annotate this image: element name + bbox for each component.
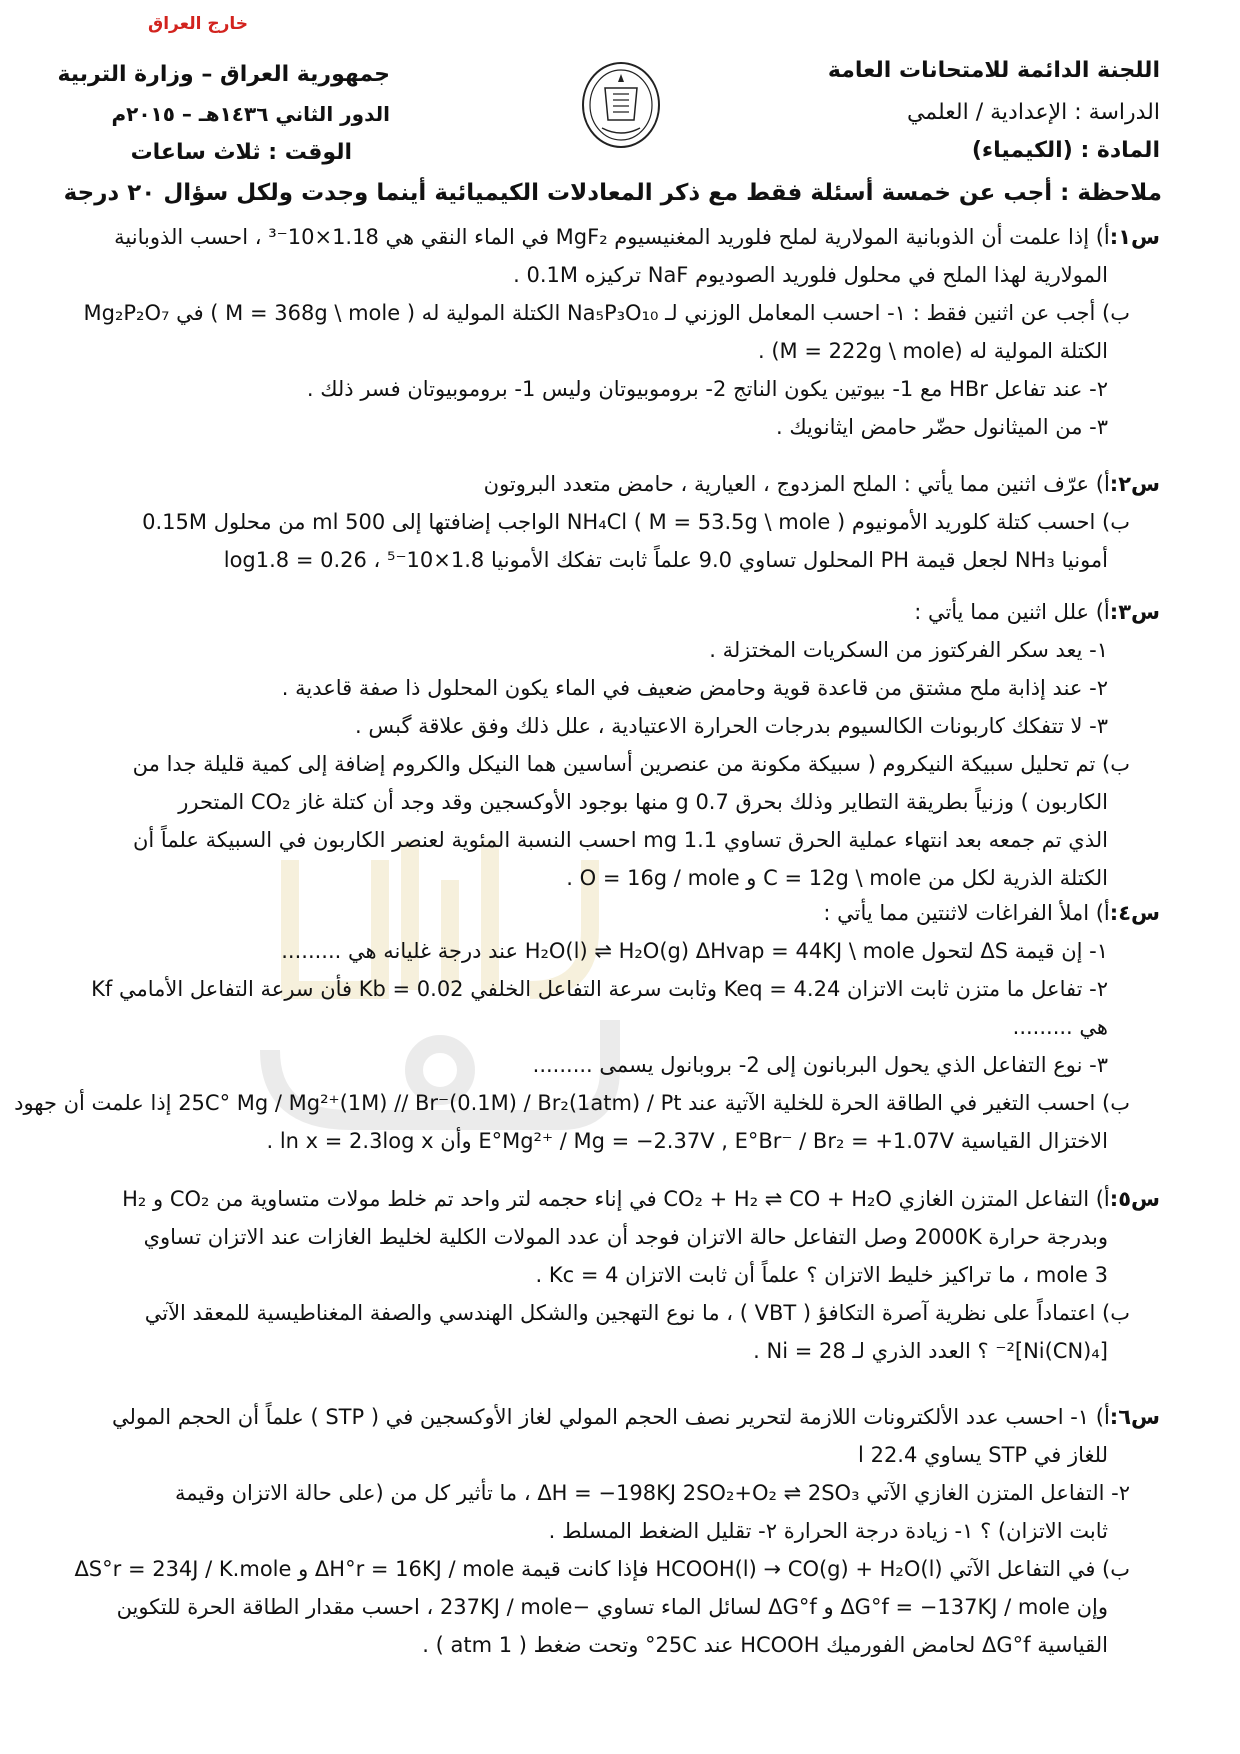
question-5 [60,1180,1160,1370]
q3-a-line-4: ٣- لا تتفكك كاربونات الكالسيوم بدرجات الحرارة الاعتيادية ، علل ذلك وفق علاقة گبس . [354,714,1108,738]
q1-b-line-1: ب) أجب عن اثنين فقط : ١- احسب المعامل الوزني لـ Na₅P₃O₁₀ الكتلة المولية له ( M = 368g \ mole ) في Mg₂P₂O₇ [83,301,1130,325]
q1-b-line-3: ٢- عند تفاعل HBr مع 1- بيوتين يكون الناتج 2- بروموبيوتان وليس 1- بروموبيوتان فسر ذلك . [306,377,1108,401]
question-1 [60,218,1160,446]
committee-name: اللجنة الدائمة للامتحانات العامة [827,58,1160,83]
q1-a-line-2: المولارية لهذا الملح في محلول فلوريد الصوديوم NaF تركيزه 0.1M . [513,263,1108,287]
q6-a-line-4: ثابت الاتزان) ؟ ١- زيادة درجة الحرارة ٢- تقليل الضغط المسلط . [548,1519,1108,1543]
q4-a-line-4: هي ......... [1012,1015,1108,1039]
question-number: س٦: [1109,1405,1160,1429]
study-branch: الدراسة : الإعدادية / العلمي [906,100,1160,125]
q4-b-line-2: الاختزال القياسية E°Mg²⁺ / Mg = −2.37V , E°Br⁻ / Br₂ = +1.07V وأن ln x = 2.3log x . [266,1129,1108,1153]
q3-b-line-3: الذي تم جمعه بعد انتهاء عملية الحرق تساوي 1.1 mg احسب النسبة المئوية لعنصر الكاربون في السبيكة علماً أن [132,828,1108,852]
q6-a-line-1: أ) ١- احسب عدد الألكترونات اللازمة لتحرير نصف الحجم المولي لغاز الأوكسجين في ( STP ) علماً أن الحجم المولي [112,1405,1110,1429]
q2-b-line-1: ب) احسب كتلة كلوريد الأمونيوم NH₄Cl ( M = 53.5g \ mole ) الواجب إضافتها إلى 500 ml من محلول 0.15M [142,510,1130,534]
exam-round: الدور الثاني ١٤٣٦هـ – ٢٠١٥م [111,102,390,126]
q6-b-line-3: القياسية ΔG°f لحامض الفورميك HCOOH عند 25C° وتحت ضغط ( 1 atm ) . [422,1633,1108,1657]
q5-a-line-3: 3 mole ، ما تراكيز خليط الاتزان ؟ علماً أن ثابت الاتزان Kc = 4 . [535,1263,1108,1287]
exam-time: الوقت : ثلاث ساعات [130,140,352,165]
q3-a-line-2: ١- يعد سكر الفركتوز من السكريات المختزلة . [709,638,1108,662]
subject-name: المادة : (الكيمياء) [971,138,1160,163]
q5-b-line-2: [Ni(CN)₄]²⁻ ؟ العدد الذري لـ Ni = 28 . [753,1339,1108,1363]
q3-b-line-2: الكاربون ) وزنياً بطريقة التطاير وذلك بحرق 0.7 g منها بوجود الأوكسجين وقد وجد أن كتلة غاز CO₂ المتحرر [178,790,1108,814]
question-2 [60,465,1160,579]
q3-b-line-1: ب) تم تحليل سبيكة النيكروم ( سبيكة مكونة من عنصرين أساسين هما النيكل والكروم إضافة إلى كمية قليلة جدا من [132,752,1130,776]
q6-a-line-2: للغاز في STP يساوي 22.4 l [858,1443,1108,1467]
q1-b-line-4: ٣- من الميثانول حضّر حامض ايثانويك . [775,415,1108,439]
question-number: س٤: [1109,901,1160,925]
q1-b-line-2: الكتلة المولية له (M = 222g \ mole) . [758,339,1108,363]
q5-a-line-2: وبدرجة حرارة 2000K وصل التفاعل حالة الاتزان فوجد أن عدد المولات الكلية لخليط الغازات عند الاتزان تساوي [143,1225,1108,1249]
q4-a-line-1: أ) املأ الفراغات لاثنتين مما يأتي : [823,901,1110,925]
exam-note: ملاحظة : أجب عن خمسة أسئلة فقط مع ذكر المعادلات الكيميائية أينما وجدت ولكل سؤال ٢٠ درجة [63,180,1162,206]
question-4 [14,894,1160,1160]
q2-a-line-1: أ) عرّف اثنين مما يأتي : الملح المزدوج ، العيارية ، حامض متعدد البروتون [483,472,1110,496]
question-number: س٣: [1109,600,1160,624]
q3-a-line-3: ٢- عند إذابة ملح مشتق من قاعدة قوية وحامض ضعيف في الماء يكون المحلول ذا صفة قاعدية . [281,676,1108,700]
q3-b-line-4: الكتلة الذرية لكل من C = 12g \ mole و O = 16g / mole . [566,866,1108,890]
question-6 [60,1398,1160,1664]
ministry-seal-icon [580,60,662,150]
q4-a-line-2: ١- إن قيمة ΔS لتحول H₂O(l) ⇌ H₂O(g) ΔHvap = 44KJ \ mole عند درجة غليانه هي ......... [281,939,1108,963]
q4-a-line-5: ٣- نوع التفاعل الذي يحول البربانون إلى 2- بروبانول يسمى ......... [532,1053,1108,1077]
q1-a-line-1: أ) إذا علمت أن الذوبانية المولارية لملح فلوريد المغنيسيوم MgF₂ في الماء النقي هي 1.18×10⁻³ ، احسب الذوبانية [114,225,1110,249]
question-number: س٥: [1109,1187,1160,1211]
question-number: س١: [1109,225,1160,249]
q5-b-line-1: ب) اعتماداً على نظرية آصرة التكافؤ ( VBT ) ، ما نوع التهجين والشكل الهندسي والصفة المغناطيسية للمعقد الآتي [144,1301,1130,1325]
q6-a-line-3: ٢- التفاعل المتزن الغازي الآتي ΔH = −198KJ 2SO₂+O₂ ⇌ 2SO₃ ، ما تأثير كل من (على حالة الاتزان وقيمة [175,1481,1130,1505]
q6-b-line-2: وإن ΔG°f = −137KJ / mole و ΔG°f لسائل الماء تساوي −237KJ / mole ، احسب مقدار الطاقة الحرة للتكوين [116,1595,1108,1619]
republic-ministry: جمهورية العراق – وزارة التربية [57,62,390,87]
q4-a-line-3: ٢- تفاعل ما متزن ثابت الاتزان Keq = 4.24 وثابت سرعة التفاعل الخلفي Kb = 0.02 فأن سرعة التفاعل الأمامي Kf [91,977,1108,1001]
q6-b-line-1: ب) في التفاعل الآتي HCOOH(l) → CO(g) + H₂O(l) فإذا كانت قيمة ΔH°r = 16KJ / mole و ΔS°r = 234J / K.mole [74,1557,1130,1581]
question-number: س٢: [1109,472,1160,496]
q4-b-line-1: ب) احسب التغير في الطاقة الحرة للخلية الآتية عند 25C° Mg / Mg²⁺(1M) // Br⁻(0.1M) / Br₂(1atm) / Pt إذا علمت أن جهود [14,1091,1130,1115]
q3-a-line-1: أ) علل اثنين مما يأتي : [914,600,1110,624]
q5-a-line-1: أ) التفاعل المتزن الغازي CO₂ + H₂ ⇌ CO + H₂O في إناء حجمه لتر واحد تم خلط مولات متساوية من CO₂ و H₂ [122,1187,1110,1211]
outside-iraq-tag: خارج العراق [148,14,248,34]
question-3 [60,593,1160,897]
q2-b-line-2: أمونيا NH₃ لجعل قيمة PH المحلول تساوي 9.0 علماً ثابت تفكك الأمونيا 1.8×10⁻⁵ ، log1.8 = 0.26 [223,548,1108,572]
